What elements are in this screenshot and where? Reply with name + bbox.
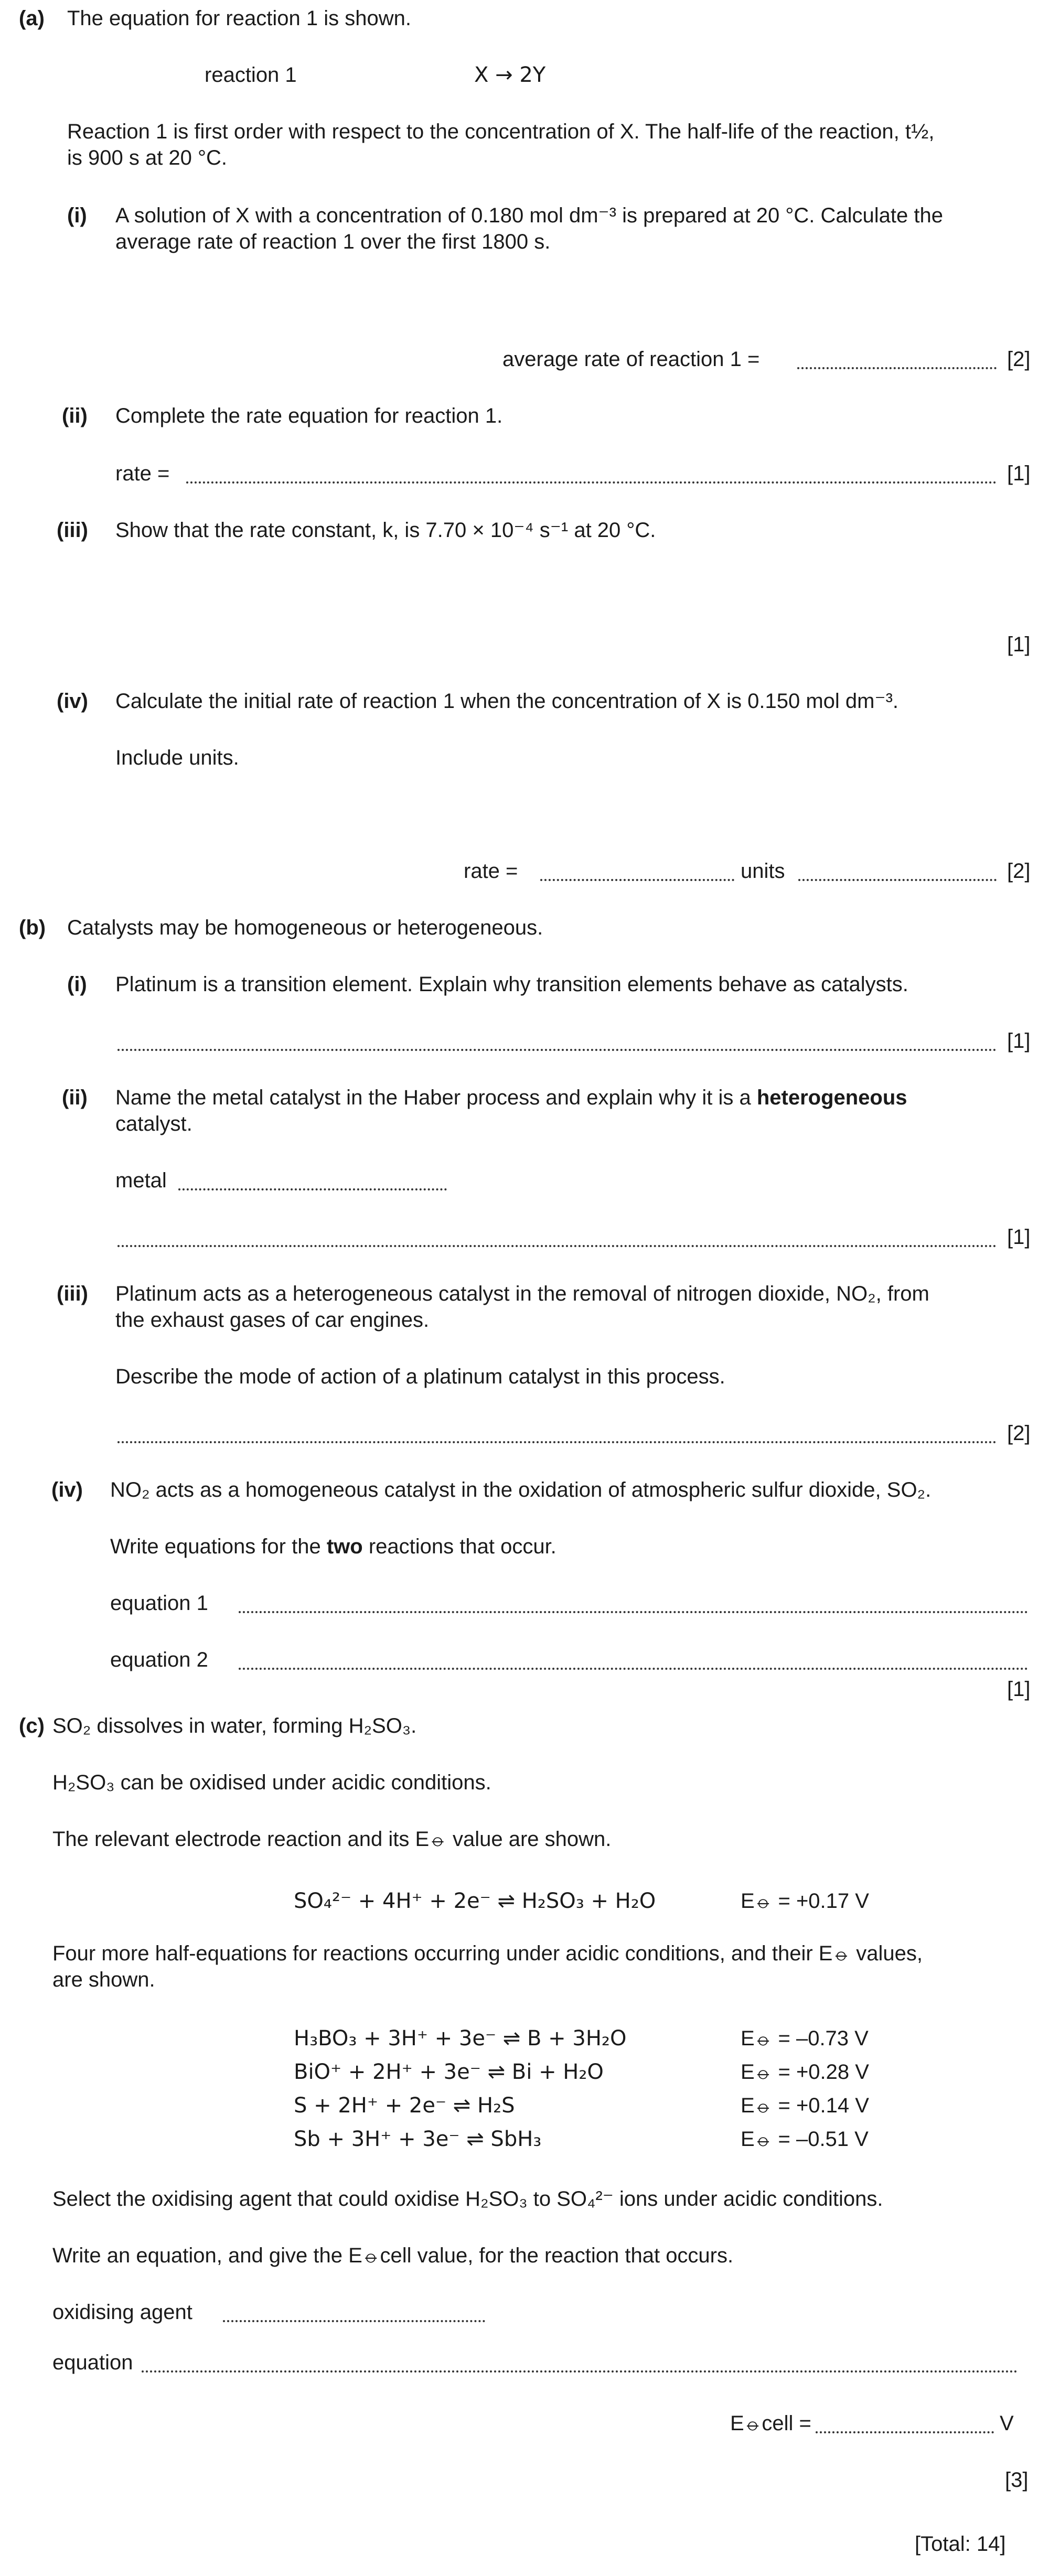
part-c-line3: The relevant electrode reaction and its E⦵ value are shown.	[52, 1828, 612, 1851]
part-b-i-marks: [1]	[1007, 1029, 1031, 1053]
part-b-ii-line1-text: Name the metal catalyst in the Haber process and explain why it is a	[115, 1086, 751, 1109]
average-rate-answer-line[interactable]	[797, 367, 997, 369]
part-b-iii-label: (iii)	[57, 1282, 88, 1305]
part-a-i-label: (i)	[67, 204, 87, 227]
metal-label: metal	[115, 1169, 167, 1192]
half-equation-bismuth: BiO⁺ + 2H⁺ + 3e⁻ ⇌ Bi + H₂O	[294, 2060, 604, 2084]
e-value-sulfur: E⦵ = +0.14 V	[741, 2094, 869, 2117]
part-b-iv-marks: [1]	[1007, 1678, 1031, 1701]
part-b-i-text: Platinum is a transition element. Explain why transition elements behave as catalysts.	[115, 973, 908, 996]
half-equation-boron: H₃BO₃ + 3H⁺ + 3e⁻ ⇌ B + 3H₂O	[294, 2026, 627, 2051]
reaction-equation: X → 2Y	[474, 63, 546, 87]
part-a-info-line2: is 900 s at 20 °C.	[67, 146, 228, 169]
part-a-i-marks: [2]	[1007, 348, 1031, 371]
part-b-ii-marks: [1]	[1007, 1226, 1031, 1249]
part-b-iv-instruction	[110, 1533, 556, 1560]
part-a-iv-marks: [2]	[1007, 860, 1031, 883]
ecell-answer-line[interactable]	[816, 2431, 994, 2433]
part-b-iii-line2: the exhaust gases of car engines.	[115, 1308, 430, 1332]
part-a-i-line2: average rate of reaction 1 over the first 1800 s.	[115, 230, 551, 253]
average-rate-label: average rate of reaction 1 =	[502, 348, 760, 371]
part-c-marks: [3]	[1005, 2468, 1029, 2492]
part-a-info-line1: Reaction 1 is first order with respect to the concentration of X. The half-life of the reaction, t½,	[67, 120, 935, 143]
ecell-label: E⦵cell =	[730, 2412, 811, 2435]
half-equation-sulfur: S + 2H⁺ + 2e⁻ ⇌ H₂S	[294, 2094, 515, 2118]
part-a-iv-text: Calculate the initial rate of reaction 1 when the concentration of X is 0.150 mol dm⁻³.	[115, 690, 899, 713]
sulfate-half-equation: SO₄²⁻ + 4H⁺ + 2e⁻ ⇌ H₂SO₃ + H₂O	[294, 1889, 656, 1913]
ecell-unit: V	[1000, 2412, 1014, 2435]
part-b-ii-line1	[115, 1085, 907, 1111]
part-b-ii-label: (ii)	[62, 1086, 88, 1109]
part-b-i-label: (i)	[67, 973, 87, 996]
part-a-iii-marks: [1]	[1007, 633, 1031, 656]
part-a-i-line1: A solution of X with a concentration of 0.180 mol dm⁻³ is prepared at 20 °C. Calculate the	[115, 204, 943, 227]
metal-answer-line[interactable]	[178, 1188, 447, 1190]
part-c-label: (c)	[19, 1714, 45, 1737]
oxidising-agent-answer-line[interactable]	[223, 2320, 485, 2322]
part-b-iii-line3: Describe the mode of action of a platinum catalyst in this process.	[115, 1365, 725, 1388]
part-b-iv-instr-pre: Write equations for the	[110, 1535, 321, 1558]
sulfate-e-value: E⦵ = +0.17 V	[741, 1890, 869, 1913]
part-c-select-text: Select the oxidising agent that could oxidise H₂SO₃ to SO₄²⁻ ions under acidic conditions.	[52, 2187, 883, 2210]
oxidising-agent-label: oxidising agent	[52, 2301, 192, 2324]
units-answer-line[interactable]	[798, 879, 997, 881]
part-b-i-answer-line[interactable]	[117, 1049, 997, 1051]
equation-2-answer-line[interactable]	[239, 1668, 1028, 1670]
half-equation-antimony: Sb + 3H⁺ + 3e⁻ ⇌ SbH₃	[294, 2127, 542, 2151]
part-b-iii-marks: [2]	[1007, 1422, 1031, 1445]
part-a-iii-text: Show that the rate constant, k, is 7.70 × 10⁻⁴ s⁻¹ at 20 °C.	[115, 519, 656, 542]
rate-equation-label: rate =	[115, 462, 170, 485]
e-value-bismuth: E⦵ = +0.28 V	[741, 2060, 869, 2084]
equation-1-answer-line[interactable]	[239, 1611, 1028, 1613]
part-b-iv-label: (iv)	[51, 1478, 83, 1501]
part-a-iv-text2: Include units.	[115, 746, 239, 769]
part-b-iv-text: NO₂ acts as a homogeneous catalyst in the oxidation of atmospheric sulfur dioxide, SO₂.	[110, 1478, 932, 1501]
reaction-name: reaction 1	[205, 63, 297, 87]
part-c-write-text: Write an equation, and give the E⦵cell value, for the reaction that occurs.	[52, 2244, 734, 2267]
part-b-intro: Catalysts may be homogeneous or heterogeneous.	[67, 916, 543, 939]
equation-1-label: equation 1	[110, 1592, 208, 1615]
part-a-intro: The equation for reaction 1 is shown.	[67, 7, 411, 30]
rate-equation-answer-line[interactable]	[186, 481, 997, 484]
part-c-line2: H₂SO₃ can be oxidised under acidic conditions.	[52, 1771, 491, 1794]
part-b-iv-instr-bold: two	[326, 1535, 363, 1558]
part-c-four-line1: Four more half-equations for reactions occurring under acidic conditions, and their E⦵ values,	[52, 1942, 923, 1965]
part-a-ii-label: (ii)	[62, 404, 88, 427]
initial-rate-label: rate =	[464, 860, 518, 883]
e-value-boron: E⦵ = –0.73 V	[741, 2027, 869, 2050]
part-b-iii-line1: Platinum acts as a heterogeneous catalyst in the removal of nitrogen dioxide, NO₂, from	[115, 1282, 929, 1305]
e-value-antimony: E⦵ = –0.51 V	[741, 2128, 869, 2151]
part-b-ii-line2: catalyst.	[115, 1112, 192, 1135]
part-b-ii-bold-word: heterogeneous	[756, 1086, 907, 1109]
part-c-four-line2: are shown.	[52, 1968, 155, 1991]
part-a-iii-label: (iii)	[57, 519, 88, 542]
part-a-iv-label: (iv)	[57, 690, 88, 713]
units-label: units	[741, 860, 785, 883]
part-b-label: (b)	[19, 916, 46, 939]
part-a-ii-marks: [1]	[1007, 462, 1031, 485]
total-marks: [Total: 14]	[915, 2532, 1006, 2556]
part-b-ii-answer-line[interactable]	[117, 1245, 997, 1247]
part-c-line1: SO₂ dissolves in water, forming H₂SO₃.	[52, 1714, 417, 1737]
part-b-iii-answer-line[interactable]	[117, 1441, 997, 1443]
equation-label: equation	[52, 2351, 133, 2374]
initial-rate-answer-line[interactable]	[540, 879, 734, 881]
part-a-label: (a)	[19, 7, 45, 30]
equation-2-label: equation 2	[110, 1648, 208, 1671]
part-b-iv-instr-post: reactions that occur.	[368, 1535, 556, 1558]
part-a-ii-text: Complete the rate equation for reaction 1.	[115, 404, 503, 427]
equation-answer-line[interactable]	[142, 2370, 1018, 2373]
